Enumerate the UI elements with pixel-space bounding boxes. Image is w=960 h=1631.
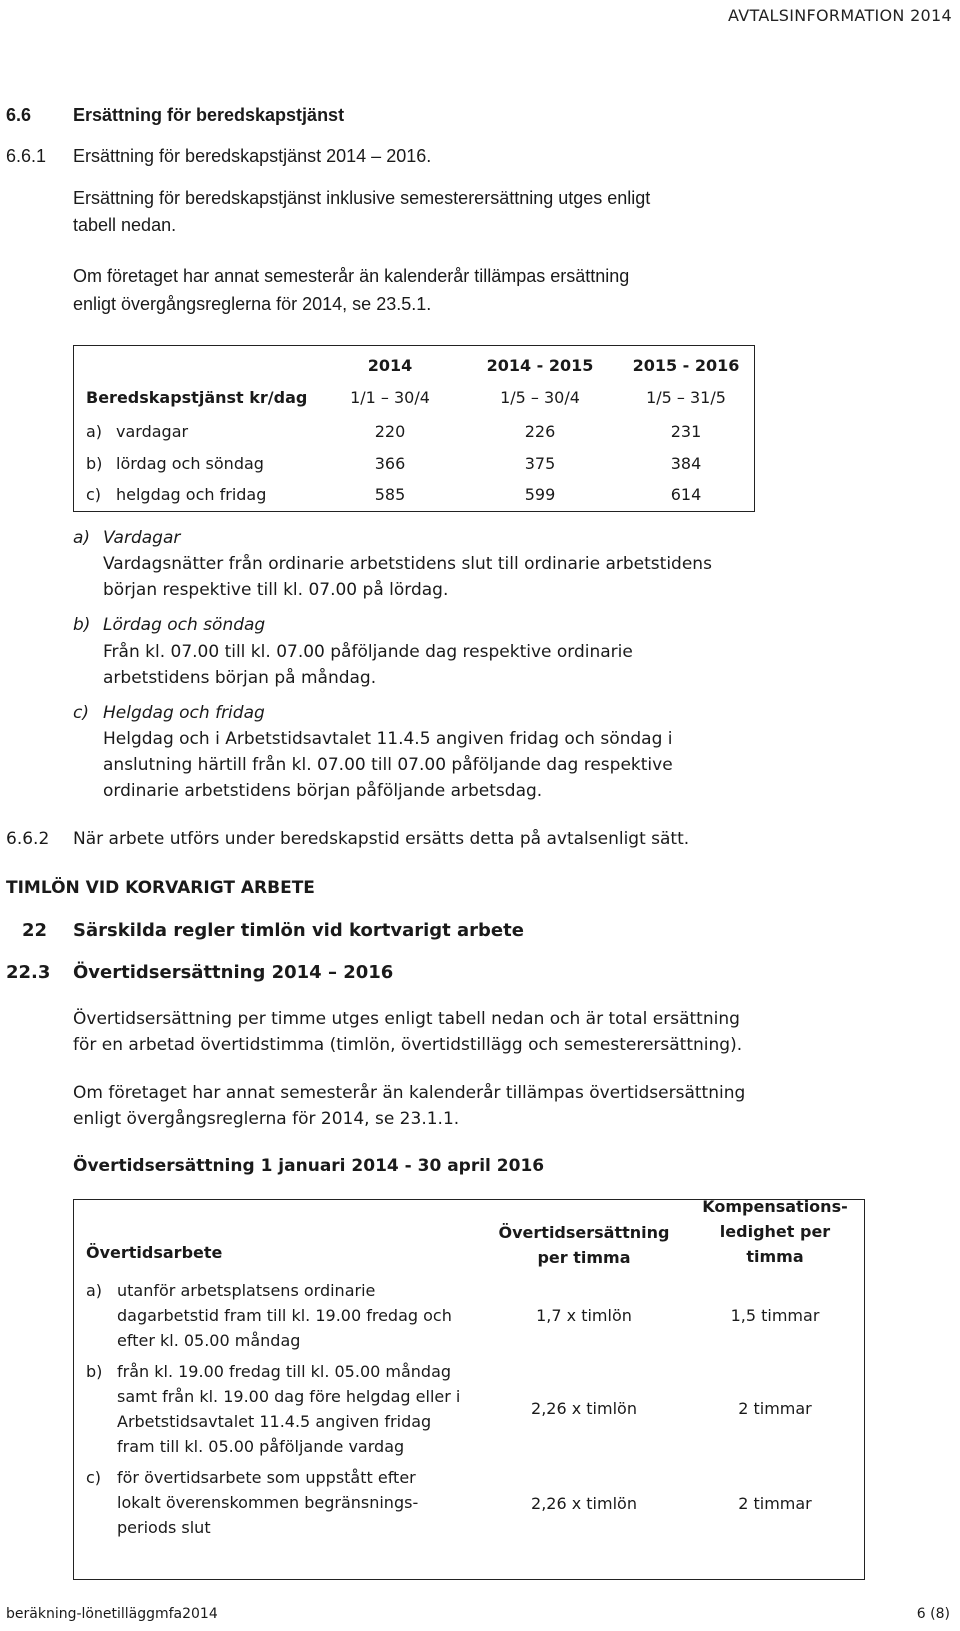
definition-title: Vardagar xyxy=(103,528,181,548)
definition-line: början respektive till kl. 07.00 på lördag. xyxy=(103,580,449,600)
column-header xyxy=(484,1220,684,1270)
header-line: timma xyxy=(746,1247,804,1266)
overtime-rate: 2,26 x timlön xyxy=(531,1399,637,1418)
description-line: fram till kl. 05.00 påföljande vardag xyxy=(117,1437,405,1456)
section-title: Övertidsersättning 2014 – 2016 xyxy=(73,962,394,983)
row-header-label: Beredskapstjänst kr/dag xyxy=(86,388,308,407)
rate-value: 585 xyxy=(374,485,406,504)
definition-letter: c) xyxy=(73,703,89,723)
row-description xyxy=(117,1359,477,1459)
compensation-leave: 2 timmar xyxy=(738,1494,812,1513)
row-letter: b) xyxy=(86,454,103,473)
definition-letter: a) xyxy=(73,528,91,548)
section-number: 6.6 xyxy=(6,105,32,125)
rate-value: 226 xyxy=(524,422,556,441)
description-line: periods slut xyxy=(117,1518,211,1537)
table-title: Övertidsersättning 1 januari 2014 - 30 april 2016 xyxy=(73,1156,545,1176)
paragraph-line: Om företaget har annat semesterår än kalenderår tillämpas ersättning xyxy=(73,266,630,286)
overtime-rate: 1,7 x timlön xyxy=(536,1306,632,1325)
period-header: 1/5 – 31/5 xyxy=(646,388,726,407)
paragraph-line: enligt övergångsreglerna för 2014, se 23.5.1. xyxy=(73,294,432,314)
column-header xyxy=(680,1194,870,1269)
footer-filename: beräkning-lönetilläggmfa2014 xyxy=(6,1606,218,1622)
header-line: Kompensations- xyxy=(702,1197,848,1216)
paragraph-line: för en arbetad övertidstimma (timlön, övertidstillägg och semesterersättning). xyxy=(73,1035,743,1055)
row-letter: b) xyxy=(86,1362,103,1381)
row-letter: c) xyxy=(86,485,102,504)
definition-line: anslutning härtill från kl. 07.00 till 07.00 påföljande dag respektive xyxy=(103,755,673,775)
paragraph-line: Om företaget har annat semesterår än kalenderår tillämpas övertidsersättning xyxy=(73,1083,746,1103)
column-header: Övertidsarbete xyxy=(86,1243,223,1262)
compensation-leave: 2 timmar xyxy=(738,1399,812,1418)
header-line: per timma xyxy=(537,1248,631,1267)
year-header: 2014 xyxy=(367,356,413,375)
row-description xyxy=(117,1278,477,1353)
paragraph-line: tabell nedan. xyxy=(73,215,177,235)
period-header: 1/5 – 30/4 xyxy=(500,388,580,407)
paragraph-line: enligt övergångsreglerna för 2014, se 23.1.1. xyxy=(73,1109,460,1129)
paragraph-line: Ersättning för beredskapstjänst inklusive semesterersättning utges enligt xyxy=(73,188,651,208)
header-line: ledighet per xyxy=(719,1222,831,1241)
description-line: för övertidsarbete som uppstått efter xyxy=(117,1468,416,1487)
definition-line: Helgdag och i Arbetstidsavtalet 11.4.5 angiven fridag och söndag i xyxy=(103,729,673,749)
section-number: 22 xyxy=(22,920,48,941)
header-line: Övertidsersättning xyxy=(498,1223,670,1242)
rate-value: 375 xyxy=(524,454,556,473)
row-label: helgdag och fridag xyxy=(116,485,267,504)
description-line: från kl. 19.00 fredag till kl. 05.00 måndag xyxy=(117,1362,452,1381)
section-number: 22.3 xyxy=(6,962,51,983)
rate-value: 231 xyxy=(670,422,702,441)
description-line: efter kl. 05.00 måndag xyxy=(117,1331,301,1350)
row-letter: c) xyxy=(86,1468,102,1487)
description-line: utanför arbetsplatsens ordinarie xyxy=(117,1281,376,1300)
row-label: vardagar xyxy=(116,422,189,441)
description-line: lokalt överenskommen begränsnings- xyxy=(117,1493,419,1512)
overtime-rate: 2,26 x timlön xyxy=(531,1494,637,1513)
row-description xyxy=(117,1465,477,1540)
definition-line: arbetstidens början på måndag. xyxy=(103,668,377,688)
rate-value: 599 xyxy=(524,485,556,504)
rate-value: 366 xyxy=(374,454,406,473)
section-title: Särskilda regler timlön vid kortvarigt arbete xyxy=(73,920,524,941)
definition-title: Helgdag och fridag xyxy=(103,703,265,723)
rate-value: 614 xyxy=(670,485,702,504)
subsection-text: När arbete utförs under beredskapstid ersätts detta på avtalsenligt sätt. xyxy=(73,829,690,849)
definition-title: Lördag och söndag xyxy=(103,615,266,635)
year-header: 2015 - 2016 xyxy=(632,356,740,375)
row-letter: a) xyxy=(86,1281,103,1300)
description-line: dagarbetstid fram till kl. 19.00 fredag och xyxy=(117,1306,452,1325)
running-header: AVTALSINFORMATION 2014 xyxy=(728,6,952,25)
definition-letter: b) xyxy=(73,615,91,635)
definition-line: Vardagsnätter från ordinarie arbetstidens slut till ordinarie arbetstidens xyxy=(103,554,712,574)
section-heading: TIMLÖN VID KORVARIGT ARBETE xyxy=(6,878,315,898)
rate-value: 220 xyxy=(374,422,406,441)
compensation-leave: 1,5 timmar xyxy=(730,1306,820,1325)
section-title: Ersättning för beredskapstjänst xyxy=(73,105,345,125)
rate-value: 384 xyxy=(670,454,702,473)
period-header: 1/1 – 30/4 xyxy=(350,388,430,407)
row-letter: a) xyxy=(86,422,103,441)
year-header: 2014 - 2015 xyxy=(486,356,594,375)
subsection-number: 6.6.2 xyxy=(6,829,50,849)
footer-page-number: 6 (8) xyxy=(916,1606,950,1622)
row-label: lördag och söndag xyxy=(116,454,264,473)
paragraph-line: Övertidsersättning per timme utges enligt tabell nedan och är total ersättning xyxy=(73,1009,740,1029)
subsection-title: Ersättning för beredskapstjänst 2014 – 2016. xyxy=(73,146,432,166)
description-line: samt från kl. 19.00 dag före helgdag eller i xyxy=(117,1387,461,1406)
definition-line: Från kl. 07.00 till kl. 07.00 påföljande dag respektive ordinarie xyxy=(103,642,633,662)
definition-line: ordinarie arbetstidens början påföljande arbetsdag. xyxy=(103,781,543,801)
subsection-number: 6.6.1 xyxy=(6,146,47,166)
description-line: Arbetstidsavtalet 11.4.5 angiven fridag xyxy=(117,1412,432,1431)
